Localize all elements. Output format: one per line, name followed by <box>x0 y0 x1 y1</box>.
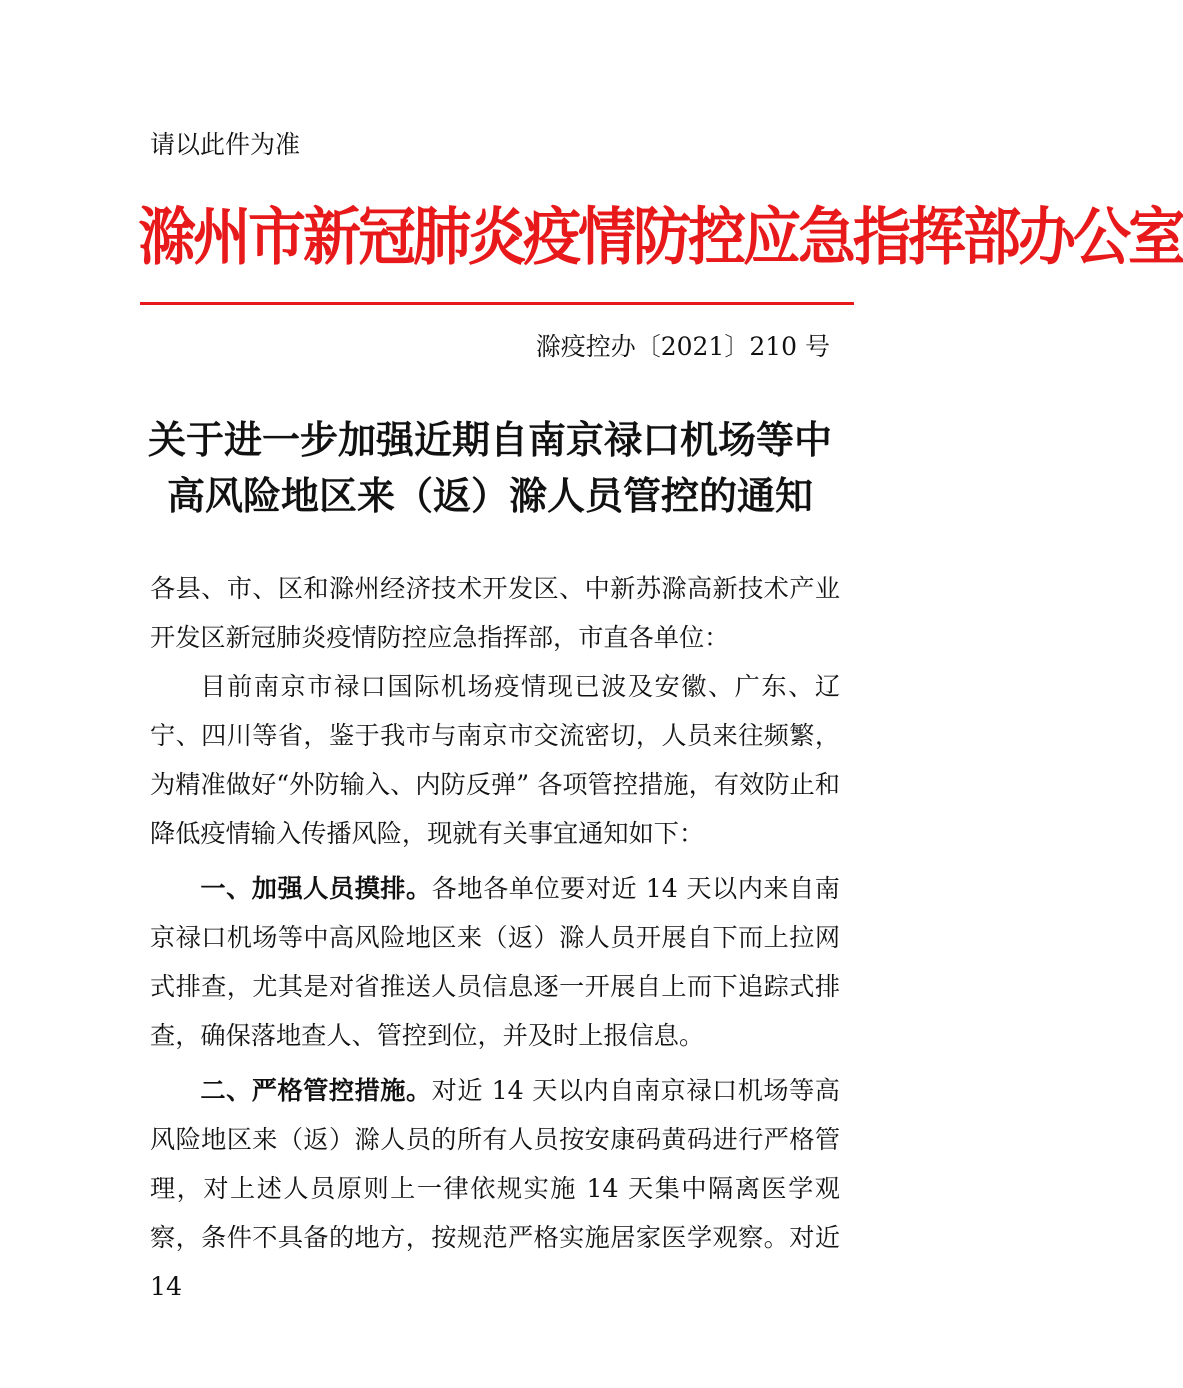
document-title-line-2: 高风险地区来（返）滁人员管控的通知 <box>166 473 813 518</box>
intro-paragraph: 目前南京市禄口国际机场疫情现已波及安徽、广东、辽宁、四川等省，鉴于我市与南京市交流密切，人员来往频繁，为精准做好“外防输入、内防反弹” 各项管控措施，有效防止和降低疫情输入传播风险，现就有关事宜通知如下： <box>150 672 840 848</box>
document-title <box>120 412 860 524</box>
issuing-organization-header: 滁州市新冠肺炎疫情防控应急指挥部办公室 <box>138 200 1183 274</box>
document-body <box>150 564 840 1311</box>
section-1-paragraph <box>150 864 840 1060</box>
section-1-text: 各地各单位要对近 14 天以内来自南京禄口机场等中高风险地区来（返）滁人员开展自下而上拉网式排查，尤其是对省推送人员信息逐一开展自上而下追踪式排查，确保落地查人、管控到位，并及时上报信息。 <box>150 874 840 1050</box>
header-red-rule <box>140 302 854 305</box>
section-1-heading: 一、加强人员摸排。 <box>200 874 432 903</box>
document-title-line-1: 关于进一步加强近期自南京禄口机场等中 <box>147 417 832 462</box>
document-number: 滁疫控办〔2021〕210 号 <box>535 332 830 361</box>
section-2-heading: 二、严格管控措施。 <box>200 1076 432 1105</box>
authenticity-note: 请以此件为准 <box>150 130 301 159</box>
addressee: 各县、市、区和滁州经济技术开发区、中新苏滁高新技术产业开发区新冠肺炎疫情防控应急指挥部，市直各单位： <box>150 574 840 652</box>
section-2-text: 对近 14 天以内自南京禄口机场等高风险地区来（返）滁人员的所有人员按安康码黄码进行严格管理，对上述人员原则上一律依规实施 14 天集中隔离医学观察，条件不具备的地方，按规范严格实施居家医学观察。对近 14 <box>150 1076 840 1301</box>
section-2-paragraph <box>150 1066 840 1311</box>
